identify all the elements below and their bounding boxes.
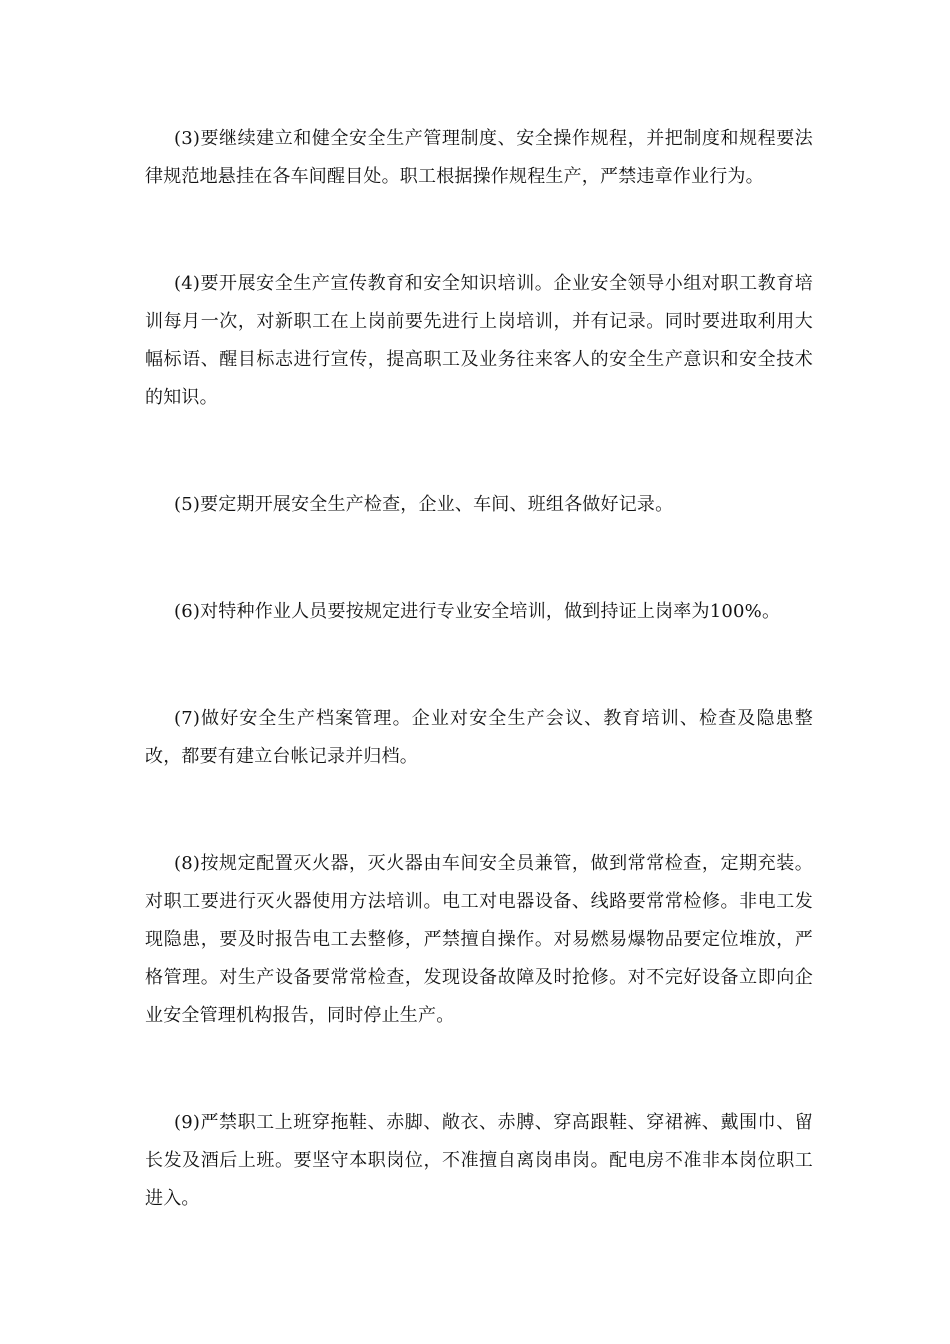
document-body [145,120,813,1218]
paragraph-item-9: (9)严禁职工上班穿拖鞋、赤脚、敞衣、赤膊、穿高跟鞋、穿裙裤、戴围巾、留长发及酒后上班。要坚守本职岗位，不准擅自离岗串岗。配电房不准非本岗位职工进入。 [145,1112,813,1209]
paragraph-item-3: (3)要继续建立和健全安全生产管理制度、安全操作规程，并把制度和规程要法律规范地悬挂在各车间醒目处。职工根据操作规程生产，严禁违章作业行为。 [145,128,813,187]
paragraph-item-4: (4)要开展安全生产宣传教育和安全知识培训。企业安全领导小组对职工教育培训每月一次，对新职工在上岗前要先进行上岗培训，并有记录。同时要进取利用大幅标语、醒目标志进行宣传，提高职工及业务往来客人的安全生产意识和安全技术的知识。 [145,273,813,408]
paragraph-item-7: (7)做好安全生产档案管理。企业对安全生产会议、教育培训、检查及隐患整改，都要有建立台帐记录并归档。 [145,708,813,767]
paragraph-item-8: (8)按规定配置灭火器，灭火器由车间安全员兼管，做到常常检查，定期充装。对职工要进行灭火器使用方法培训。电工对电器设备、线路要常常检修。非电工发现隐患，要及时报告电工去整修，严禁擅自操作。对易燃易爆物品要定位堆放，严格管理。对生产设备要常常检查，发现设备故障及时抢修。对不完好设备立即向企业安全管理机构报告，同时停止生产。 [145,853,813,1026]
paragraph-item-5: (5)要定期开展安全生产检查，企业、车间、班组各做好记录。 [174,494,674,515]
paragraph-item-6: (6)对特种作业人员要按规定进行专业安全培训，做到持证上岗率为100%。 [174,601,781,622]
